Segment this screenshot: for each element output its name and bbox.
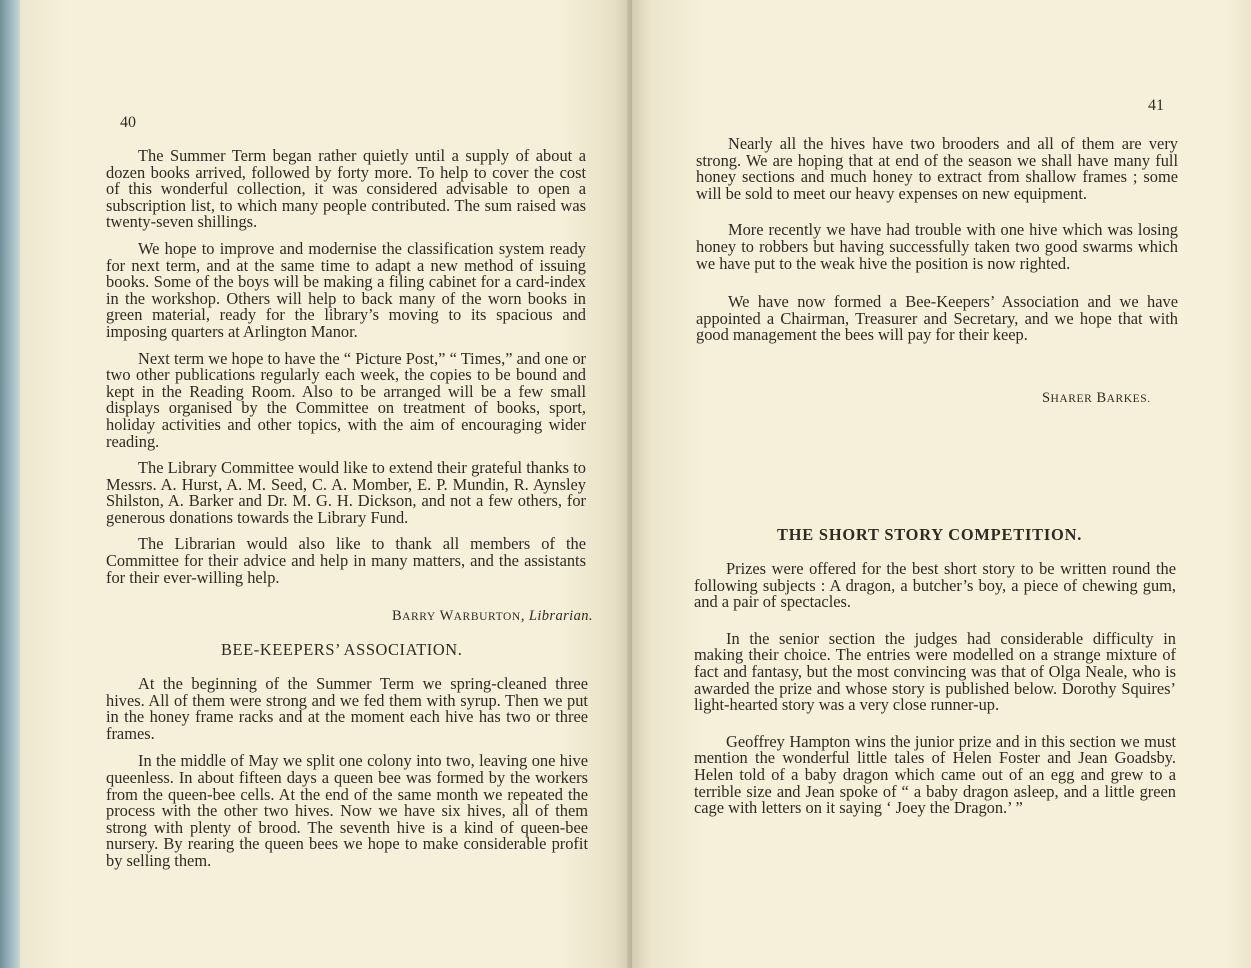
paragraph: In the middle of May we split one colony into two, leaving one hive queenless. In about fifteen days a queen bee was formed by the workers from the queen-bee cells. At the end of the same month we repeated the process with the other two hives. Now we have six hives, all of them strong with plenty of brood. The seventh hive is a kind of queen-bee nursery. By rearing the queen bees we hope to make considerable profit by selling them. bbox=[106, 751, 588, 870]
short-story-body bbox=[694, 561, 1176, 817]
right-article-body bbox=[696, 136, 1178, 344]
signature-initial: B bbox=[1096, 390, 1107, 406]
paragraph: We hope to improve and modernise the classification system ready for next term, and at the same time to adapt a new method of issuing books. Some of the boys will be making a filing cabinet for a card-index in the workshop. Others will help to back many of the worn books in green material, ready for the library’s moving to its spacious and imposing quarters at Arlington Manor. bbox=[106, 238, 586, 341]
paragraph: The Library Committee would like to extend their grateful thanks to Messrs. A. Hurst, A. M. Seed, C. A. Momber, E. P. Mundin, R. Aynsley Shilston, A. Barker and Dr. M. G. H. Dickson, and not a few others, for generous donations towards the Library Fund. bbox=[106, 458, 586, 527]
paragraph: We have now formed a Bee-Keepers’ Association and we have appointed a Chairman, Treasurer and Secretary, and we hope that with good management the bees will pay for their keep. bbox=[696, 292, 1178, 345]
signature-smallcaps: ARKES. bbox=[1106, 393, 1151, 405]
paragraph: The Librarian would also like to thank all members of the Committee for their advice and help in many matters, and the assistants for their ever-willing help. bbox=[106, 534, 586, 587]
beekeepers-body bbox=[106, 676, 588, 870]
signature-librarian: BARRY WARBURTON, Librarian. bbox=[392, 608, 593, 624]
signature-smallcaps: ARBURTON bbox=[453, 611, 521, 623]
left-article-body bbox=[106, 148, 586, 586]
signature-smallcaps: ARRY bbox=[402, 611, 436, 623]
paragraph: Nearly all the hives have two brooders and all of them are very strong. We are hoping that at end of the season we shall have many full honey sections and much honey to extract from shallow frames ; some will be sold to meet our heavy expenses on new equipment. bbox=[696, 134, 1178, 203]
paragraph: The Summer Term began rather quietly until a supply of about a dozen books arrived, followed by forty more. To help to cover the cost of this wonderful collection, it was considered advisable to open a subscription list, to which many people contributed. The sum raised was twenty-seven shillings. bbox=[106, 146, 586, 232]
signature-initial: W bbox=[439, 608, 454, 624]
paragraph: Prizes were offered for the best short story to be written round the following subjects : A dragon, a butcher’s boy, a piece of chewing gum, and a pair of spectacles. bbox=[694, 559, 1176, 612]
signature-initial: S bbox=[1042, 390, 1051, 406]
left-page bbox=[20, 0, 632, 968]
signature-author bbox=[1042, 390, 1151, 407]
paragraph: Geoffrey Hampton wins the junior prize and in this section we must mention the wonderful little tales of Helen Foster and Jean Goadsby. Helen told of a baby dragon which came out of an egg and grew to a terrible size and Jean spoke of “ a baby dragon asleep, and a little green cage with letters on it saying ‘ Joey the Dragon.’ ” bbox=[694, 731, 1176, 818]
section-heading-beekeepers: BEE-KEEPERS’ ASSOCIATION. bbox=[221, 640, 463, 659]
paragraph: Next term we hope to have the “ Picture Post,” “ Times,” and one or two other publications regularly each week, the copies to be bound and kept in the Reading Room. Also to be arranged will be a few small displays organised by the Committee on treatment of books, sport, holiday activities and other topics, with the aim of encouraging wider reading. bbox=[106, 348, 586, 451]
paragraph: In the senior section the judges had considerable difficulty in making their choice. The entries were modelled on a strange mixture of fact and fantasy, but the most convincing was that of Olga Neale, who is awarded the prize and whose story is published below. Dorothy Squires’ light-hearted story was a very close runner-up. bbox=[694, 628, 1176, 715]
signature-smallcaps: HARER bbox=[1050, 393, 1093, 405]
signature-role: Librarian. bbox=[528, 608, 593, 624]
paragraph: At the beginning of the Summer Term we spring-cleaned three hives. All of them were strong and we fed them with syrup. Then we put in the honey frame racks and at the moment each hive has two or three frames. bbox=[106, 674, 588, 743]
signature-initial: B bbox=[392, 608, 403, 624]
paragraph: More recently we have had trouble with one hive which was losing honey to robbers but having successfully taken two good swarms which we have put to the weak hive the position is now righted. bbox=[696, 220, 1178, 273]
section-heading-short-story: THE SHORT STORY COMPETITION. bbox=[777, 525, 1083, 544]
page-number-left: 40 bbox=[120, 114, 136, 131]
page-number-right: 41 bbox=[1148, 97, 1164, 114]
right-page bbox=[632, 0, 1251, 968]
